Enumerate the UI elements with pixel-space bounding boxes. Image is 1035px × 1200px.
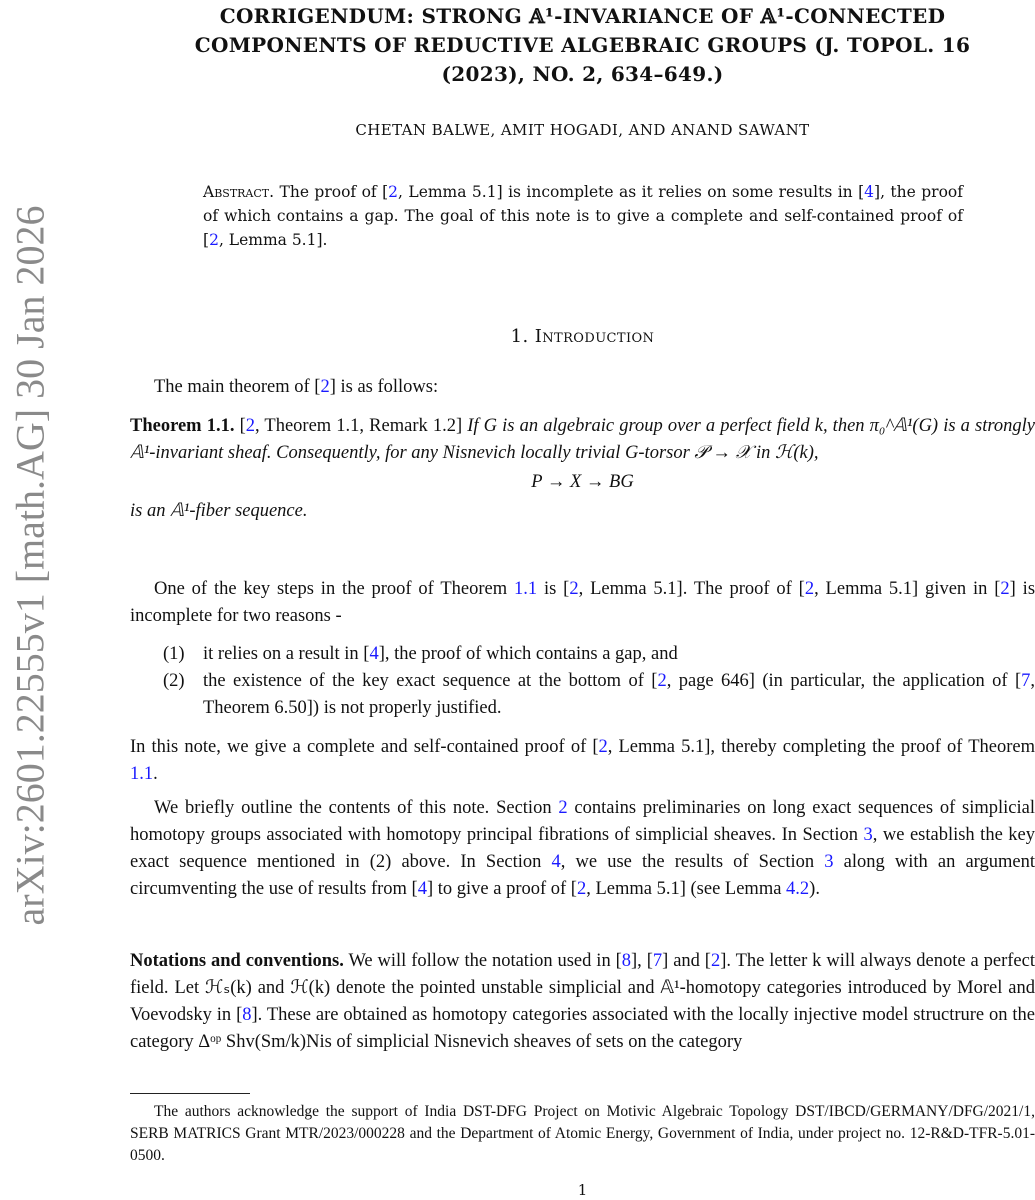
reason-item-2 (163, 668, 1035, 722)
text: contains preliminaries on long exact sequences of simplicial homotopy groups associated with homotopy principal fibrations of simplicial sheaves. In Section (130, 798, 1035, 845)
authors: CHETAN BALWE, AMIT HOGADI, AND ANAND SAWANT (355, 121, 810, 139)
section-number: 1. (510, 326, 529, 347)
citation-link[interactable]: 2 (710, 951, 721, 971)
text: ], the proof of which contains a gap, and (378, 644, 678, 664)
list-number: (1) (163, 644, 185, 664)
footnote: The authors acknowledge the support of India DST-DFG Project on Motivic Algebraic Topology DST/IBCD/GERMANY/DFG/2021/1, SERB MATRICS Grant MTR/2023/000228 and the Department of Atomic Energy, Government of India, under project no. 12-R&D-TFR-5.01-0500. (130, 1103, 1035, 1164)
text: ). (809, 879, 820, 899)
theorem-label: Theorem 1.1. (130, 416, 235, 436)
theorem-block (130, 413, 1035, 525)
abstract (203, 180, 963, 252)
text: , Lemma 5.1] (see Lemma (586, 879, 787, 899)
section-title: Introduction (534, 326, 655, 347)
intro-paragraph (130, 374, 1035, 401)
citation-link[interactable]: 7 (1021, 671, 1031, 691)
paper-title (130, 2, 1035, 89)
text: , page 646] (in particular, the application of [ (666, 671, 1022, 691)
text: One of the key steps in the proof of Theorem (154, 579, 514, 599)
citation-link[interactable]: 2 (209, 231, 219, 249)
notations-label: Notations and conventions. (130, 951, 344, 971)
citation-link[interactable]: 2 (569, 579, 579, 599)
arxiv-stamp-text: arXiv:2601.22555v1 [math.AG] 30 Jan 2026 (7, 205, 53, 925)
title-line-3: (2023), NO. 2, 634–649.) (441, 62, 724, 86)
text: ]. These are obtained as homotopy categories associated with the locally injective model structrure on the category Δᵒᵖ Shv(Sm/k)Nis of simplicial Nisnevich sheaves of sets on the category (130, 1005, 1035, 1052)
citation-link[interactable]: 4 (369, 644, 379, 664)
text: , Lemma 5.1], thereby completing the proof of Theorem (607, 737, 1035, 757)
citation-link[interactable]: 2 (576, 879, 587, 899)
text: , Lemma 5.1] given in [ (814, 579, 1001, 599)
citation-link[interactable]: 4 (417, 879, 427, 899)
list-number: (2) (163, 671, 185, 691)
citation-link[interactable]: 2 (320, 377, 330, 397)
text: [ (234, 416, 246, 436)
text: ] and [ (662, 951, 711, 971)
section-ref-link[interactable]: 3 (863, 825, 873, 845)
outline-paragraph (130, 795, 1035, 903)
section-ref-link[interactable]: 3 (824, 852, 834, 872)
title-line-1: CORRIGENDUM: STRONG 𝔸¹-INVARIANCE OF 𝔸¹-CONNECTED (219, 4, 946, 28)
page-number: 1 (577, 1181, 588, 1199)
text: In this note, we give a complete and self-contained proof of [ (130, 737, 599, 757)
theorem-ref-link[interactable]: 1.1 (130, 764, 154, 784)
text: We briefly outline the contents of this note. Section (154, 798, 559, 818)
title-line-2: COMPONENTS OF REDUCTIVE ALGEBRAIC GROUPS (J. TOPOL. 16 (194, 33, 971, 57)
abstract-text: ], the proof of which contains a gap. The goal of this note is to give a complete and self-contained proof of [ (203, 183, 963, 249)
citation-link[interactable]: 4 (864, 183, 875, 201)
theorem-statement-end: is an 𝔸¹-fiber sequence. (130, 501, 308, 521)
abstract-label: Abstract. (203, 183, 275, 201)
display-equation: P → X → BG (531, 472, 634, 492)
reason-item-1 (163, 641, 1035, 668)
abstract-text: The proof of [ (274, 183, 389, 201)
text: ]. The letter k will always denote a perfect field. Let ℋₛ(k) and ℋ(k) denote the pointed unstable simplicial and 𝔸¹-homotopy categories introduced by Morel and Voevodsky in [ (130, 951, 1035, 1025)
citation-link[interactable]: 2 (1000, 579, 1010, 599)
text: ] is as follows: (329, 377, 439, 397)
text: , we establish the key exact sequence mentioned in (2) above. In Section (130, 825, 1035, 872)
text: The main theorem of [ (154, 377, 321, 397)
abstract-text: , Lemma 5.1]. (218, 231, 328, 249)
citation-link[interactable]: 2 (598, 737, 608, 757)
text: is [ (537, 579, 570, 599)
abstract-text: , Lemma 5.1] is incomplete as it relies on some results in [ (398, 183, 865, 201)
text: , we use the results of Section (560, 852, 825, 872)
note-paragraph (130, 734, 1035, 788)
key-steps-paragraph (130, 576, 1035, 630)
citation-link[interactable]: 7 (652, 951, 663, 971)
text: We will follow the notation used in [ (343, 951, 622, 971)
text: it relies on a result in [ (203, 644, 370, 664)
theorem-statement: If G is an algebraic group over a perfect field k, then π₀^𝔸¹(G) is a strongly 𝔸¹-invariant sheaf. Consequently, for any Nisnevich locally trivial G-torsor 𝒫 → 𝒳 in ℋ(k), (130, 416, 1035, 463)
text: , Lemma 5.1]. The proof of [ (578, 579, 805, 599)
footnote-divider (130, 1093, 250, 1094)
text: ] to give a proof of [ (426, 879, 577, 899)
citation-link[interactable]: 8 (242, 1005, 252, 1025)
citation-link[interactable]: 2 (804, 579, 815, 599)
text: . (153, 764, 158, 784)
section-ref-link[interactable]: 2 (558, 798, 568, 818)
citation-link[interactable]: 2 (388, 183, 399, 201)
theorem-ref-link[interactable]: 1.1 (514, 579, 538, 599)
arxiv-stamp (0, 205, 60, 925)
citation-link[interactable]: 2 (657, 671, 667, 691)
text: , Theorem 1.1, Remark 1.2] (255, 416, 468, 436)
section-heading (130, 326, 1035, 347)
text: , Theorem 6.50]) is not properly justified. (203, 671, 1035, 718)
citation-link[interactable]: 8 (621, 951, 632, 971)
text: ] is incomplete for two reasons - (130, 579, 1035, 626)
text: along with an argument circumventing the use of results from [ (130, 852, 1035, 899)
notations-paragraph (130, 948, 1035, 1056)
citation-link[interactable]: 2 (245, 416, 255, 436)
section-ref-link[interactable]: 4 (551, 852, 561, 872)
text: ], [ (631, 951, 653, 971)
lemma-ref-link[interactable]: 4.2 (786, 879, 810, 899)
text: the existence of the key exact sequence at the bottom of [ (203, 671, 658, 691)
